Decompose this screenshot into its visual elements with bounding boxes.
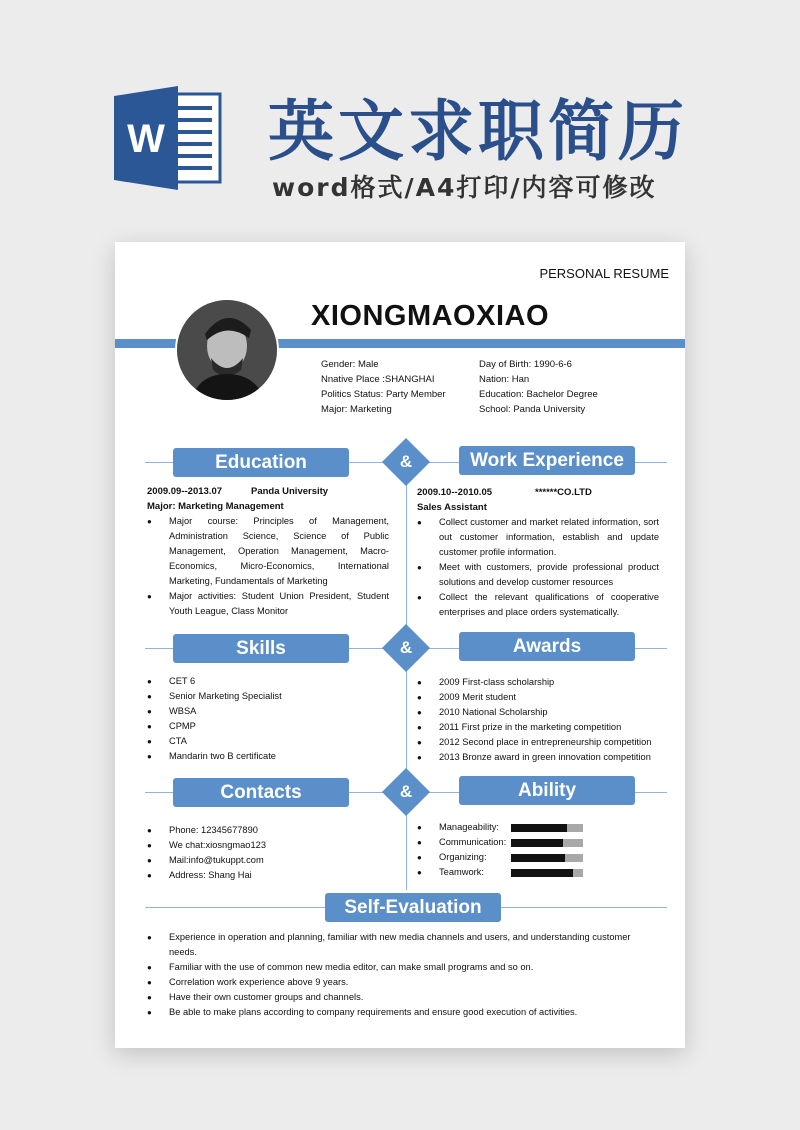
work-role: Sales Assistant bbox=[417, 502, 487, 513]
education-heading: Education bbox=[173, 448, 349, 477]
banner-title: 英文求职简历 bbox=[268, 93, 688, 170]
info-school: School: Panda University bbox=[479, 404, 586, 415]
ability-row bbox=[417, 865, 617, 880]
list-item: ● 2010 National Scholarship bbox=[417, 705, 659, 720]
work-list bbox=[417, 515, 659, 620]
list-item: ● Meet with customers, provide professional product solutions and develop customer resources bbox=[417, 560, 659, 590]
awards-list bbox=[417, 675, 659, 765]
self-evaluation-heading: Self-Evaluation bbox=[325, 893, 501, 922]
resume-page bbox=[115, 242, 685, 1048]
row3-amp: & bbox=[399, 782, 413, 801]
info-left bbox=[321, 357, 446, 417]
info-politics-status: Politics Status: Party Member bbox=[321, 389, 446, 400]
list-item: ● Mandarin two B certificate bbox=[147, 749, 389, 764]
ability-level-bar bbox=[511, 869, 573, 877]
list-item: ● Collect the relevant qualifications of cooperative enterprises and place orders systematically. bbox=[417, 590, 659, 620]
list-item: ● CET 6 bbox=[147, 674, 389, 689]
self-evaluation-section bbox=[147, 930, 652, 1020]
list-item: ● CTA bbox=[147, 734, 389, 749]
ability-row bbox=[417, 850, 617, 865]
row1-amp: & bbox=[399, 452, 413, 471]
list-item: ● WBSA bbox=[147, 704, 389, 719]
education-list bbox=[147, 514, 389, 619]
info-right bbox=[479, 357, 598, 417]
list-item: ● Major course: Principles of Management, Administration Science, Science of Public Management, Operation Management, Macro-Economics, Micro-Economics, International Marketing, Fundamentals of Marketing bbox=[147, 514, 389, 589]
awards-heading: Awards bbox=[459, 632, 635, 661]
contact-wechat: ● We chat:xiosngmao123 bbox=[147, 838, 389, 853]
word-icon bbox=[114, 86, 226, 190]
list-item: ● 2009 Merit student bbox=[417, 690, 659, 705]
skills-list bbox=[147, 674, 389, 764]
info-major: Major: Marketing bbox=[321, 404, 392, 415]
banner-subtitle: word格式/A4打印/内容可修改 bbox=[272, 173, 657, 202]
list-item: ● Familiar with the use of common new media editor, can make small programs and so on. bbox=[147, 960, 652, 975]
ability-label: Organizing: bbox=[439, 852, 487, 862]
contact-mail: ● Mail:info@tukuppt.com bbox=[147, 853, 389, 868]
contacts-list bbox=[147, 823, 389, 883]
awards-section bbox=[417, 675, 659, 765]
contact-address: ● Address: Shang Hai bbox=[147, 868, 389, 883]
info-gender: Gender: Male bbox=[321, 359, 379, 370]
candidate-name: XIONGMAOXIAO bbox=[311, 300, 550, 332]
list-item: ● 2009 First-class scholarship bbox=[417, 675, 659, 690]
list-item: ● Be able to make plans according to company requirements and ensure good execution of activities. bbox=[147, 1005, 652, 1020]
info-birth: Day of Birth: 1990-6-6 bbox=[479, 359, 572, 370]
skills-heading: Skills bbox=[173, 634, 349, 663]
ability-section bbox=[417, 820, 617, 880]
ability-label: Manageability: bbox=[439, 822, 499, 832]
list-item: ● Senior Marketing Specialist bbox=[147, 689, 389, 704]
info-nation: Nation: Han bbox=[479, 374, 530, 385]
work-heading: Work Experience bbox=[459, 446, 635, 475]
education-major: Major: Marketing Management bbox=[147, 501, 284, 512]
ability-heading: Ability bbox=[459, 776, 635, 805]
contact-phone: ● Phone: 12345677890 bbox=[147, 823, 389, 838]
education-period: 2009.09--2013.07 bbox=[147, 486, 223, 497]
ability-list bbox=[417, 820, 617, 880]
list-item: ● 2011 First prize in the marketing competition bbox=[417, 720, 659, 735]
work-period: 2009.10--2010.05 bbox=[417, 487, 493, 498]
word-logo-letter: W bbox=[127, 117, 165, 161]
row2-amp: & bbox=[399, 638, 413, 657]
info-education: Education: Bachelor Degree bbox=[479, 389, 598, 400]
education-school: Panda University bbox=[251, 486, 329, 497]
self-evaluation-list bbox=[147, 930, 652, 1020]
ability-label: Teamwork: bbox=[439, 867, 484, 877]
contacts-section bbox=[147, 823, 389, 883]
ability-level-bar bbox=[511, 824, 567, 832]
list-item: ● CPMP bbox=[147, 719, 389, 734]
list-item: ● Major activities: Student Union President, Student Youth League, Class Monitor bbox=[147, 589, 389, 619]
education-period-row bbox=[147, 484, 389, 499]
work-period-row bbox=[417, 485, 659, 500]
work-section bbox=[417, 485, 659, 620]
ability-level-bar bbox=[511, 854, 565, 862]
list-item: ● Collect customer and market related information, sort out customer information, establish and update customer profile information. bbox=[417, 515, 659, 560]
ability-row bbox=[417, 820, 617, 835]
center-divider bbox=[406, 478, 407, 890]
resume-header-label: PERSONAL RESUME bbox=[539, 266, 669, 281]
list-item: ● 2012 Second place in entrepreneurship competition bbox=[417, 735, 659, 750]
ability-label: Communication: bbox=[439, 837, 507, 847]
avatar bbox=[175, 298, 279, 402]
skills-section bbox=[147, 674, 389, 764]
list-item: ● Correlation work experience above 9 years. bbox=[147, 975, 652, 990]
education-section bbox=[147, 484, 389, 619]
work-company: ******CO.LTD bbox=[535, 487, 592, 498]
list-item: ● Have their own customer groups and channels. bbox=[147, 990, 652, 1005]
ability-row bbox=[417, 835, 617, 850]
info-native-place: Nnative Place :SHANGHAI bbox=[321, 374, 435, 385]
list-item: ● Experience in operation and planning, familiar with new media channels and users, and understanding customer needs. bbox=[147, 930, 652, 960]
ability-level-bar bbox=[511, 839, 563, 847]
list-item: ● 2013 Bronze award in green innovation competition bbox=[417, 750, 659, 765]
contacts-heading: Contacts bbox=[173, 778, 349, 807]
